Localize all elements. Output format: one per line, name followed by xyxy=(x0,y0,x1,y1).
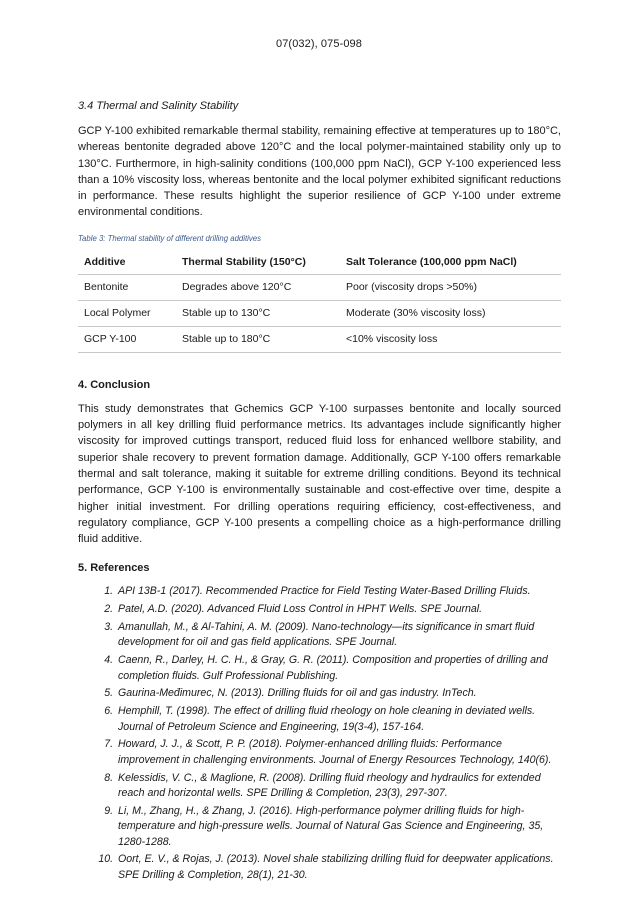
table-cell: Degrades above 120°C xyxy=(176,274,340,300)
reference-item: 10. Oort, E. V., & Rojas, J. (2013). Novel shale stabilizing drilling fluid for deepwater applications. SPE Drilling & Completion, 28(1), 21-30. xyxy=(116,852,561,883)
reference-item: 5. Gaurina-Međimurec, N. (2013). Drilling fluids for oil and gas industry. InTech. xyxy=(116,686,561,701)
reference-item: 4. Caenn, R., Darley, H. C. H., & Gray, G. R. (2011). Composition and properties of drilling and completion fluids. Gulf Professional Publishing. xyxy=(116,653,561,684)
table-cell: GCP Y-100 xyxy=(78,326,176,352)
section-conclusion xyxy=(78,379,561,548)
table-header-salt-tolerance: Salt Tolerance (100,000 ppm NaCl) xyxy=(340,250,561,275)
reference-item: 1. API 13B-1 (2017). Recommended Practice for Field Testing Water-Based Drilling Fluids. xyxy=(116,584,561,599)
conclusion-heading: 4. Conclusion xyxy=(78,378,151,391)
table-row xyxy=(78,274,561,300)
table-cell: Local Polymer xyxy=(78,300,176,326)
table-row xyxy=(78,300,561,326)
table-cell: Bentonite xyxy=(78,274,176,300)
table-3-caption: Table 3: Thermal stability of different drilling additives xyxy=(78,233,262,243)
reference-item: 7. Howard, J. J., & Scott, P. P. (2018). Polymer-enhanced drilling fluids: Performance improvement in challenging environments. Journal of Energy Resources Technology, 140(6). xyxy=(116,737,561,768)
table-header-row xyxy=(78,250,561,275)
table-cell: <10% viscosity loss xyxy=(340,326,561,352)
table-header-thermal-stability: Thermal Stability (150°C) xyxy=(176,250,340,275)
section-heading-3-4: 3.4 Thermal and Salinity Stability xyxy=(78,100,239,112)
table-cell: Stable up to 130°C xyxy=(176,300,340,326)
table-cell: Stable up to 180°C xyxy=(176,326,340,352)
table-cell: Moderate (30% viscosity loss) xyxy=(340,300,561,326)
table-header-additive: Additive xyxy=(78,250,176,275)
table-row xyxy=(78,326,561,352)
references-list xyxy=(78,584,561,883)
reference-item: 8. Kelessidis, V. C., & Maglione, R. (2008). Drilling fluid rheology and hydraulics for extended reach and horizontal wells. SPE Drilling & Completion, 23(3), 297-307. xyxy=(116,771,561,802)
section-3-4 xyxy=(78,100,561,221)
section-3-4-paragraph: GCP Y-100 exhibited remarkable thermal stability, remaining effective at temperatures up to 180°C, whereas bentonite degraded above 120°C and the local polymer-maintained stability only up to 130°C. Furthermore, in high-salinity conditions (100,000 ppm NaCl), GCP Y-100 experienced less than a 10% viscosity loss, whereas bentonite and the local polymer exhibited significant reductions in performance. These results highlight the superior resilience of GCP Y-100 under extreme environmental conditions. xyxy=(78,125,561,219)
references-heading: 5. References xyxy=(78,562,150,575)
conclusion-paragraph: This study demonstrates that Gchemics GCP Y-100 surpasses bentonite and locally sourced polymers in all key drilling fluid performance metrics. Its advantages include significantly higher viscosity for improved cuttings transport, reduced fluid loss for enhanced wellbore stability, and superior shale recovery to prevent formation damage. Additionally, GCP Y-100 offers remarkable thermal and salt tolerance, making it suitable for extreme drilling conditions. Beyond its technical performance, GCP Y-100 is environmentally sustainable and cost-effective over time, despite a higher initial investment. For drilling operations requiring efficiency, cost-effectiveness, and regulatory compliance, GCP Y-100 presents a compelling choice as a high-performance drilling fluid additive. xyxy=(78,402,561,546)
reference-item: 6. Hemphill, T. (1998). The effect of drilling fluid rheology on hole cleaning in deviated wells. Journal of Petroleum Science and Engineering, 19(3-4), 157-164. xyxy=(116,704,561,735)
reference-item: 9. Li, M., Zhang, H., & Zhang, J. (2016). High-performance polymer drilling fluids for high-temperature and high-pressure wells. Journal of Natural Gas Science and Engineering, 35, 1280-1288. xyxy=(116,804,561,850)
table-3 xyxy=(78,250,561,353)
table-cell: Poor (viscosity drops >50%) xyxy=(340,274,561,300)
reference-item: 3. Amanullah, M., & Al-Tahini, A. M. (2009). Nano-technology—its significance in smart fluid development for oil and gas field applications. SPE Journal. xyxy=(116,620,561,651)
reference-item: 2. Patel, A.D. (2020). Advanced Fluid Loss Control in HPHT Wells. SPE Journal. xyxy=(116,602,561,617)
page-header: 07(032), 075-098 xyxy=(276,38,362,50)
page-content xyxy=(78,100,561,886)
section-references xyxy=(78,562,561,883)
